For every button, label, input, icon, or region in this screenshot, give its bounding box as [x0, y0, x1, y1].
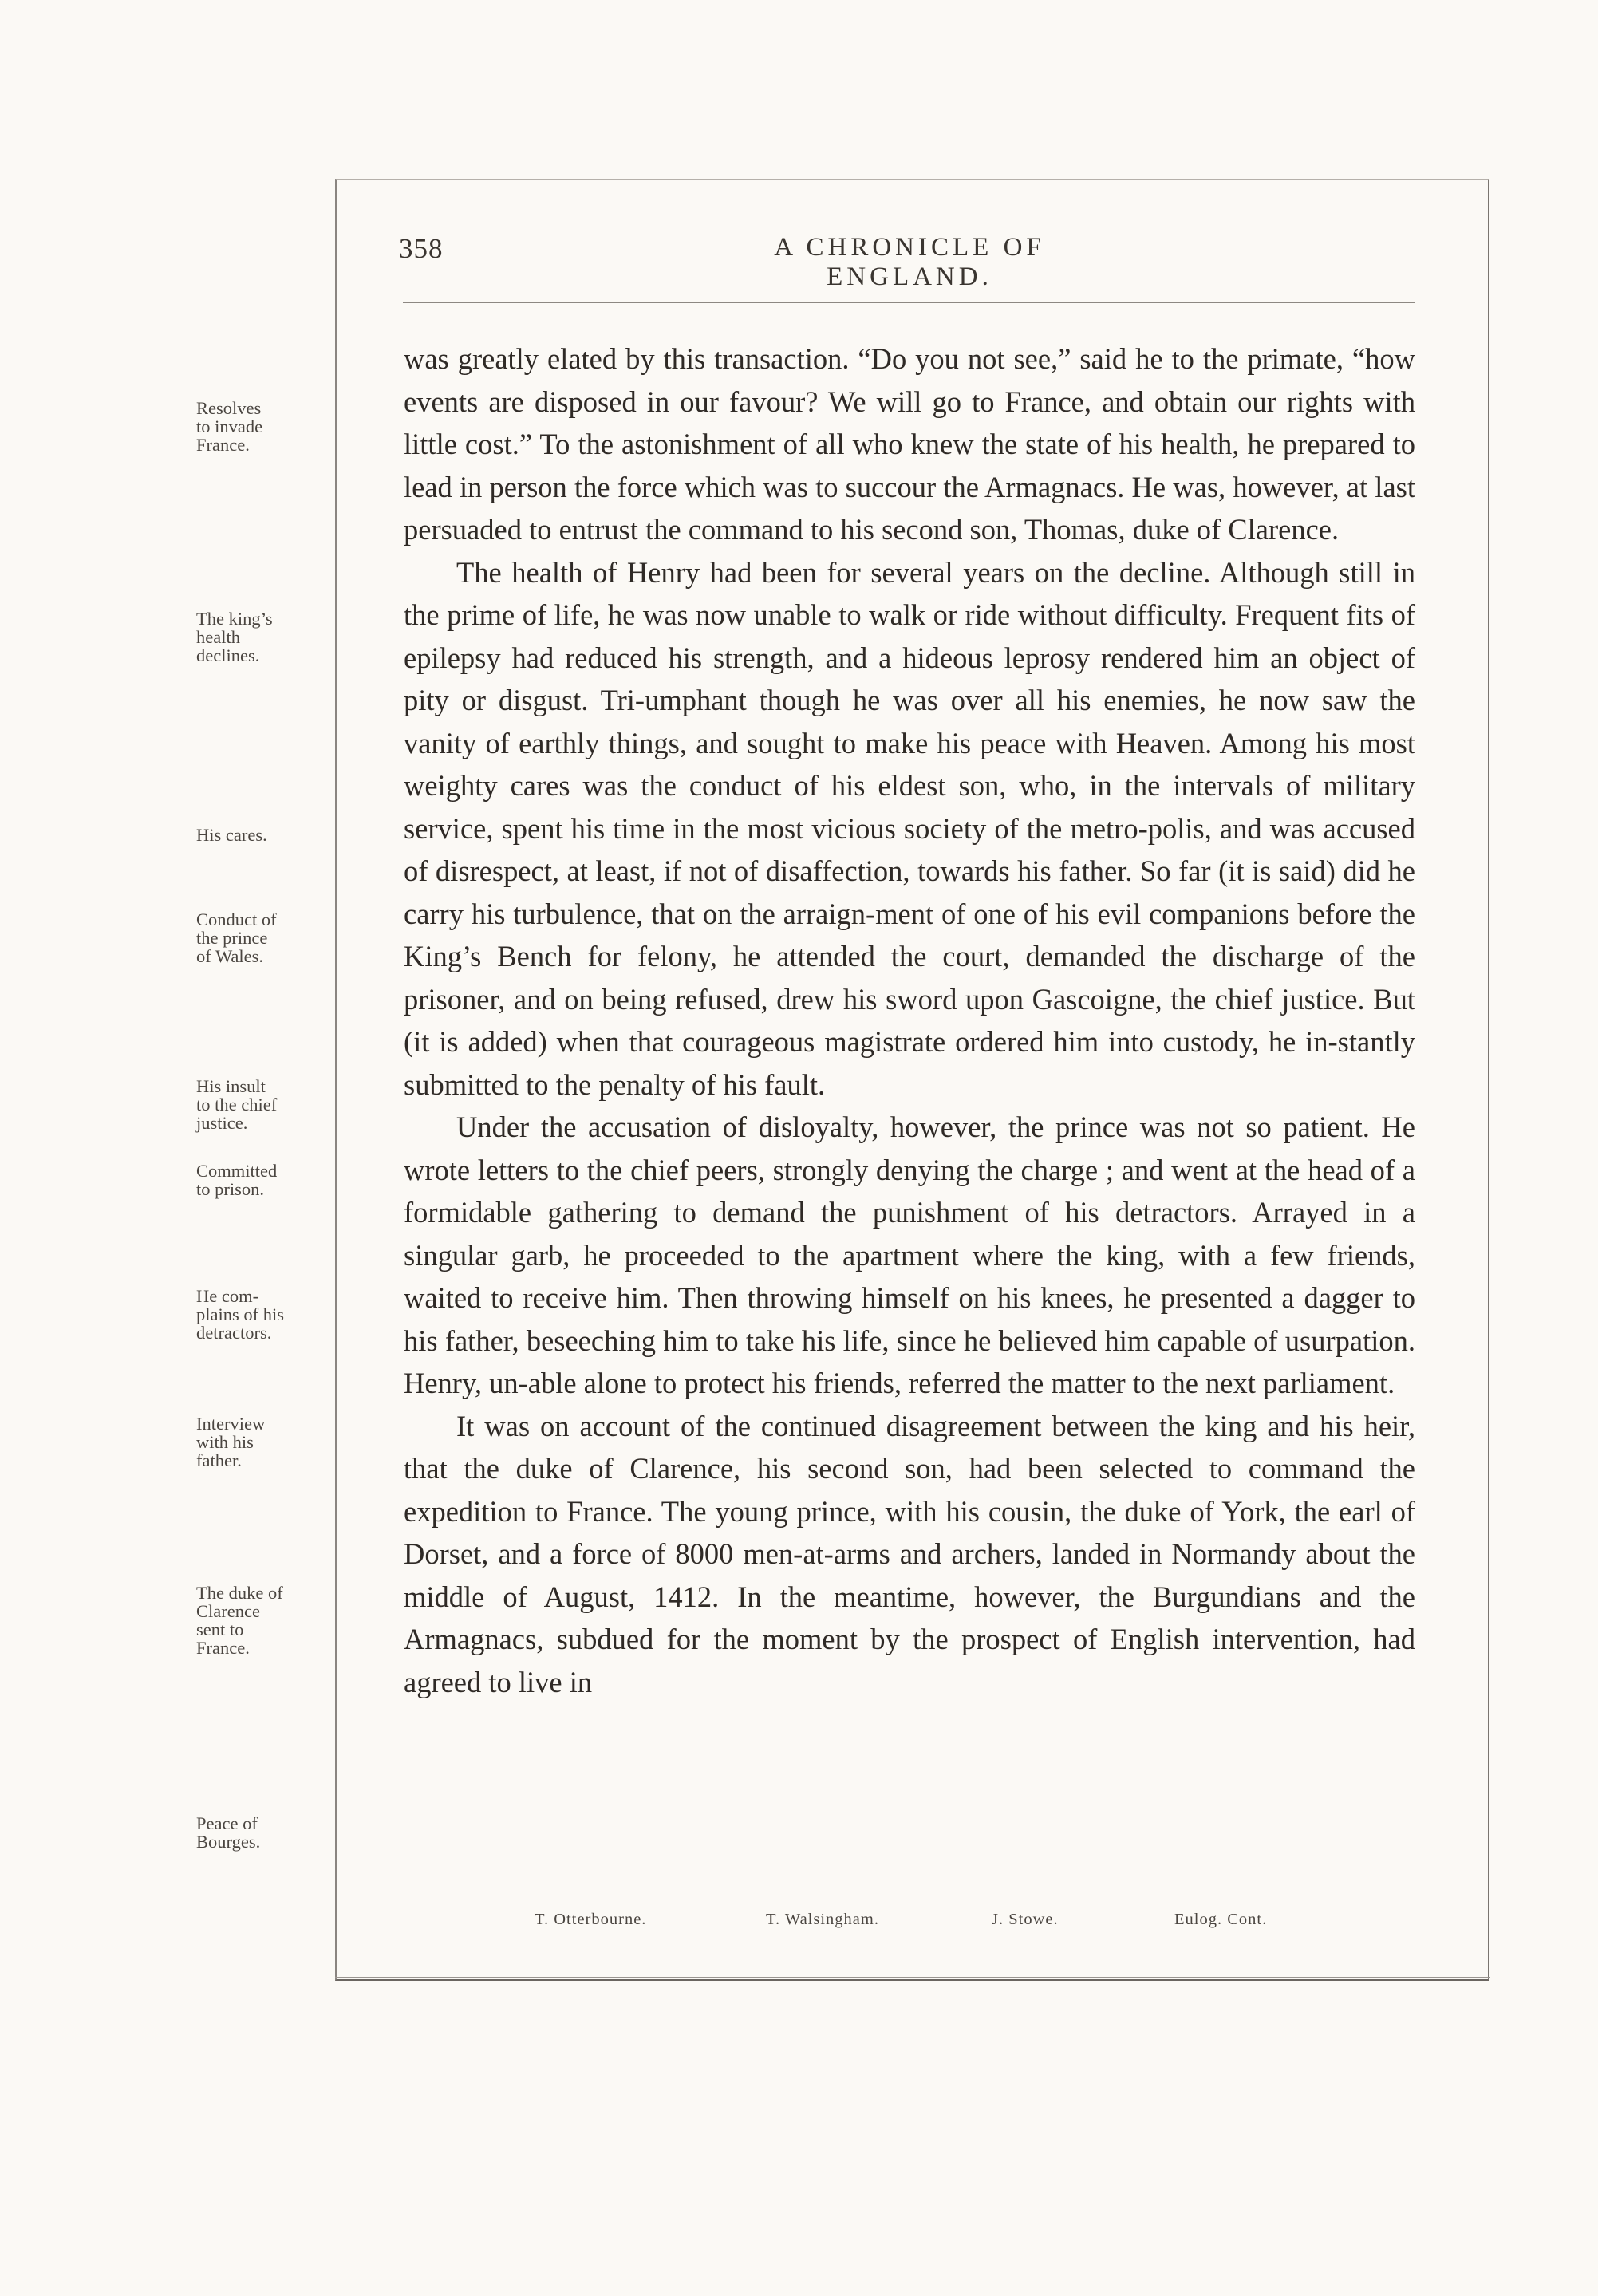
note-line: France.	[196, 435, 250, 455]
marginal-note-resolves-to-invade-france	[196, 399, 332, 454]
note-line: Conduct of	[196, 909, 277, 929]
note-line: sent to	[196, 1619, 244, 1639]
note-line: of Wales.	[196, 946, 264, 966]
note-line: the prince	[196, 928, 268, 948]
note-line: with his	[196, 1432, 254, 1452]
marginal-note-duke-of-clarence-sent	[196, 1584, 332, 1657]
marginal-note-insult-to-chief-justice	[196, 1077, 332, 1132]
note-line: Clarence	[196, 1601, 260, 1621]
note-line: Interview	[196, 1414, 266, 1434]
paragraph: was greatly elated by this transaction. “Do you not see,” said he to the primate, “how events are disposed in our favour? We will go to France, and obtain our rights with little cost.” To the astonishment of all who knew the state of his health, he prepared to lead in person the force which was to succour the Armagnacs. He was, however, at last persuaded to entrust the command to his second son, Thomas, duke of Clarence.	[404, 342, 1415, 546]
running-head	[399, 233, 1420, 291]
source-citations	[535, 1911, 1316, 1935]
note-line: plains of his	[196, 1304, 284, 1324]
note-line: Bourges.	[196, 1832, 261, 1852]
note-line: justice.	[196, 1113, 248, 1133]
note-line: health	[196, 627, 240, 647]
note-line: to prison.	[196, 1179, 265, 1199]
note-line: His cares.	[196, 825, 267, 845]
note-line: The king’s	[196, 609, 273, 629]
header-rule	[403, 302, 1415, 303]
note-line: Resolves	[196, 398, 262, 418]
note-line: to the chief	[196, 1095, 278, 1114]
note-line: Peace of	[196, 1813, 258, 1833]
note-line: He com-	[196, 1286, 259, 1306]
note-line: His insult	[196, 1076, 266, 1096]
body-text	[404, 337, 1415, 1703]
paragraph: Under the accusation of disloyalty, however, the prince was not so patient. He wrote letters to the chief peers, strongly denying the charge ; and went at the head of a formidable gathering to demand the punishment of his detractors. Arrayed in a singular garb, he proceeded to the apartment where the king, with a few friends, waited to receive him. Then throwing himself on his knees, he presented a dagger to his father, beseeching him to take his life, since he believed him capable of usurpation. Henry, un-able alone to protect his friends, referred the matter to the next parliament.	[404, 1111, 1415, 1399]
note-line: to invade	[196, 416, 263, 436]
marginal-note-peace-of-bourges	[196, 1814, 332, 1851]
citation: J. Stowe.	[992, 1911, 1059, 1928]
note-line: declines.	[196, 645, 260, 665]
marginal-note-interview-with-father	[196, 1414, 332, 1470]
page-number: 358	[399, 233, 444, 264]
note-line: France.	[196, 1638, 250, 1658]
note-line: father.	[196, 1450, 242, 1470]
paragraph: The health of Henry had been for several years on the decline. Although still in the prime of life, he was now unable to walk or ride without difficulty. Frequent fits of epilepsy had reduced his strength, and a hideous leprosy rendered him an object of pity or disgust. Tri-umphant though he was over all his enemies, he now saw the vanity of earthly things, and sought to make his peace with Heaven. Among his most weighty cares was the conduct of his eldest son, who, in the intervals of military service, spent his time in the most vicious society of the metro-polis, and was accused of disrespect, at least, if not of disaffection, towards his father. So far (it is said) did he carry his turbulence, that on the arraign-ment of one of his evil companions before the King’s Bench for felony, he attended the court, demanded the discharge of the prisoner, and on being refused, drew his sword upon Gascoigne, the chief justice. But (it is added) when that courageous magistrate ordered him into custody, he in-stantly submitted to the penalty of his fault.	[404, 555, 1415, 1101]
marginal-note-committed-to-prison	[196, 1162, 332, 1198]
marginal-note-his-cares	[196, 826, 332, 844]
paragraph: It was on account of the continued disagreement between the king and his heir, that the duke of Clarence, his second son, had been selected to command the expedition to France. The young prince, with his cousin, the duke of York, the earl of Dorset, and a force of 8000 men-at-arms and archers, landed in Normandy about the middle of August, 1412. In the meantime, however, the Burgundians and the Armagnacs, subdued for the moment by the prospect of English intervention, had agreed to live in	[404, 1409, 1415, 1698]
marginal-note-conduct-of-the-prince	[196, 910, 332, 965]
citation: T. Otterbourne.	[535, 1911, 647, 1928]
citation: T. Walsingham.	[766, 1911, 879, 1928]
note-line: detractors.	[196, 1323, 272, 1343]
running-head-title: A CHRONICLE OF ENGLAND.	[774, 233, 1045, 291]
note-line: The duke of	[196, 1583, 283, 1603]
marginal-note-kings-health-declines	[196, 610, 332, 665]
marginal-note-complains-of-detractors	[196, 1287, 332, 1342]
frame-bottom-rule	[335, 1977, 1490, 1978]
note-line: Committed	[196, 1161, 278, 1181]
citation: Eulog. Cont.	[1174, 1911, 1268, 1928]
